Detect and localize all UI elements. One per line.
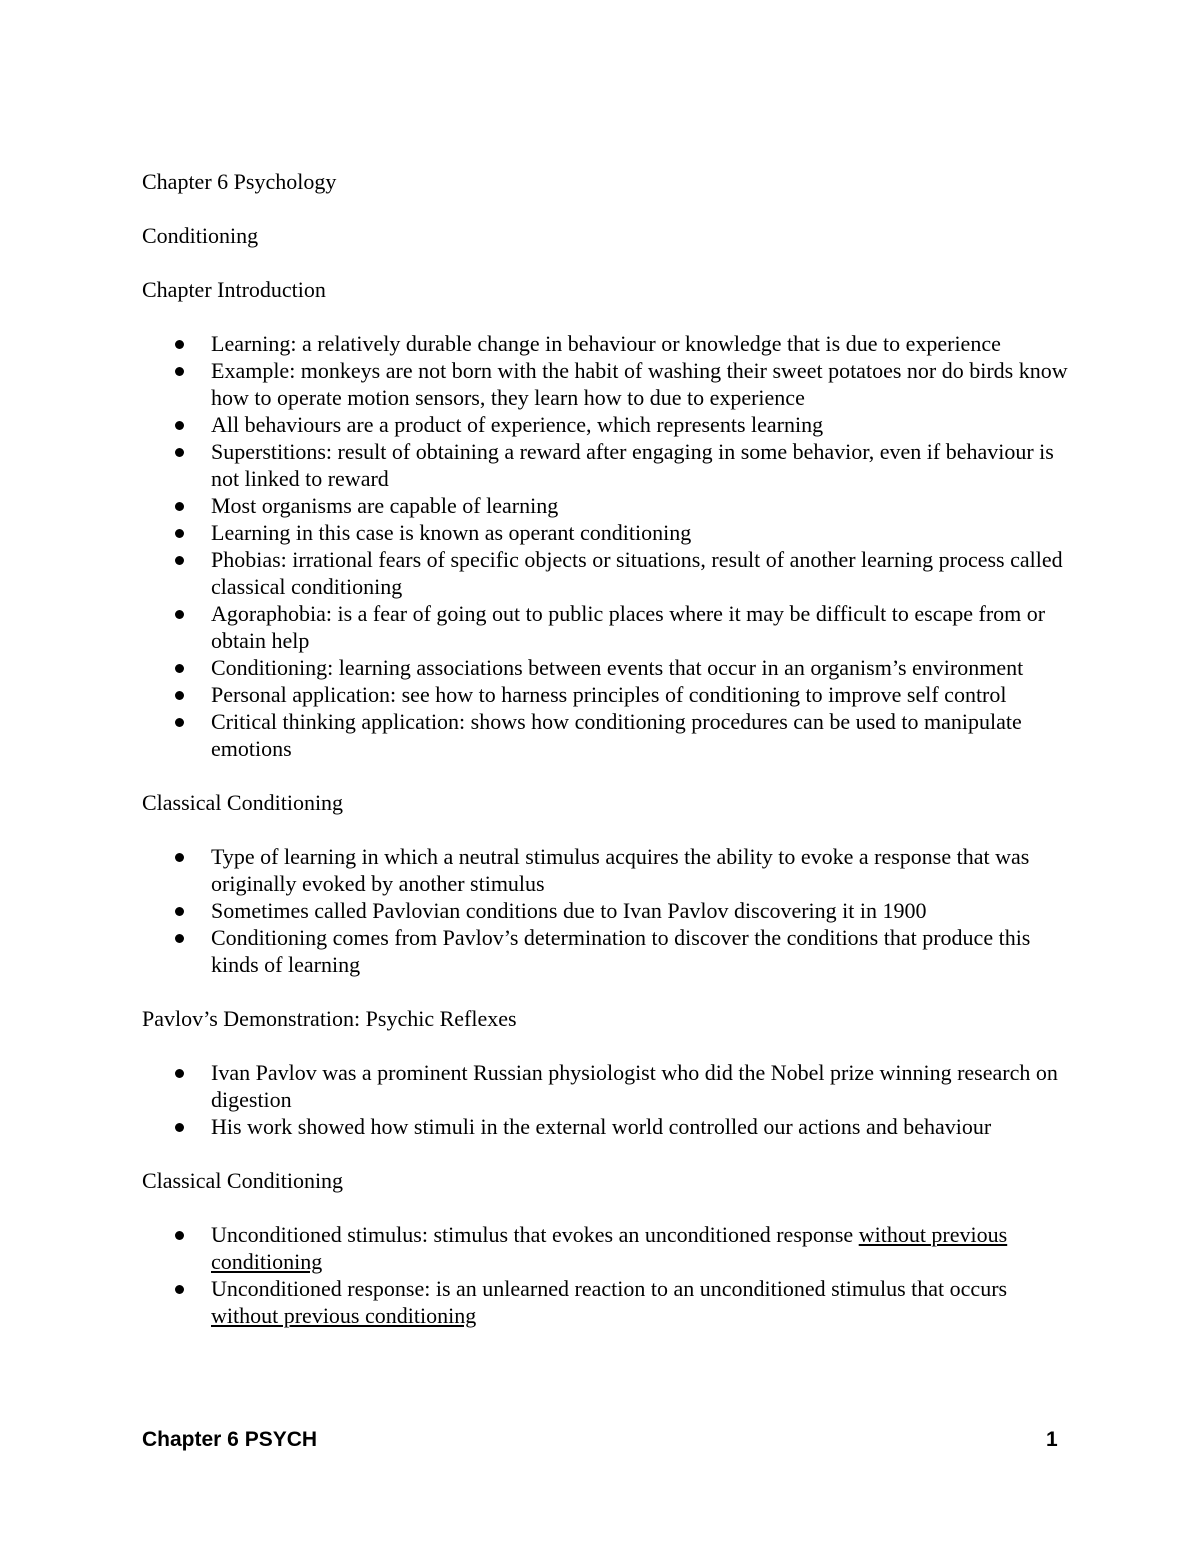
bullet-list [142, 330, 1072, 762]
list-item: All behaviours are a product of experience, which represents learning [142, 411, 1072, 438]
page-content [142, 168, 1072, 1356]
list-item: Phobias: irrational fears of specific objects or situations, result of another learning process called classical conditioning [142, 546, 1072, 600]
list-item: Learning: a relatively durable change in behaviour or knowledge that is due to experience [142, 330, 1072, 357]
list-item: Agoraphobia: is a fear of going out to public places where it may be difficult to escape from or obtain help [142, 600, 1072, 654]
footer-title: Chapter 6 PSYCH [142, 1428, 318, 1451]
page-number: 1 [1046, 1428, 1058, 1451]
section-heading: Pavlov’s Demonstration: Psychic Reflexes [142, 1006, 517, 1031]
underlined-phrase: without previous conditioning [211, 1303, 477, 1328]
section-heading: Classical Conditioning [142, 1168, 344, 1193]
list-item: Learning in this case is known as operant conditioning [142, 519, 1072, 546]
bullet-list [142, 843, 1072, 978]
list-item: Most organisms are capable of learning [142, 492, 1072, 519]
document-subtitle: Conditioning [142, 223, 259, 248]
list-item: Ivan Pavlov was a prominent Russian physiologist who did the Nobel prize winning research on digestion [142, 1059, 1072, 1113]
document-title: Chapter 6 Psychology [142, 169, 337, 194]
list-item [142, 1221, 1072, 1275]
section-heading: Classical Conditioning [142, 790, 344, 815]
list-item-text: Unconditioned stimulus: stimulus that evokes an unconditioned response [211, 1222, 859, 1247]
bullet-list [142, 1059, 1072, 1140]
bullet-list [142, 1221, 1072, 1329]
list-item: Superstitions: result of obtaining a reward after engaging in some behavior, even if behaviour is not linked to reward [142, 438, 1072, 492]
list-item: Personal application: see how to harness principles of conditioning to improve self control [142, 681, 1072, 708]
list-item: His work showed how stimuli in the external world controlled our actions and behaviour [142, 1113, 1072, 1140]
list-item: Example: monkeys are not born with the habit of washing their sweet potatoes nor do birds know how to operate motion sensors, they learn how to due to experience [142, 357, 1072, 411]
underlined-phrase: without previous conditioning [211, 1222, 1008, 1274]
list-item: Type of learning in which a neutral stimulus acquires the ability to evoke a response that was originally evoked by another stimulus [142, 843, 1072, 897]
list-item: Conditioning: learning associations between events that occur in an organism’s environment [142, 654, 1072, 681]
section-heading: Chapter Introduction [142, 277, 326, 302]
list-item-text: Unconditioned response: is an unlearned reaction to an unconditioned stimulus that occurs [211, 1276, 1008, 1301]
list-item: Sometimes called Pavlovian conditions due to Ivan Pavlov discovering it in 1900 [142, 897, 1072, 924]
list-item: Critical thinking application: shows how conditioning procedures can be used to manipulate emotions [142, 708, 1072, 762]
list-item [142, 1275, 1072, 1329]
list-item: Conditioning comes from Pavlov’s determination to discover the conditions that produce this kinds of learning [142, 924, 1072, 978]
